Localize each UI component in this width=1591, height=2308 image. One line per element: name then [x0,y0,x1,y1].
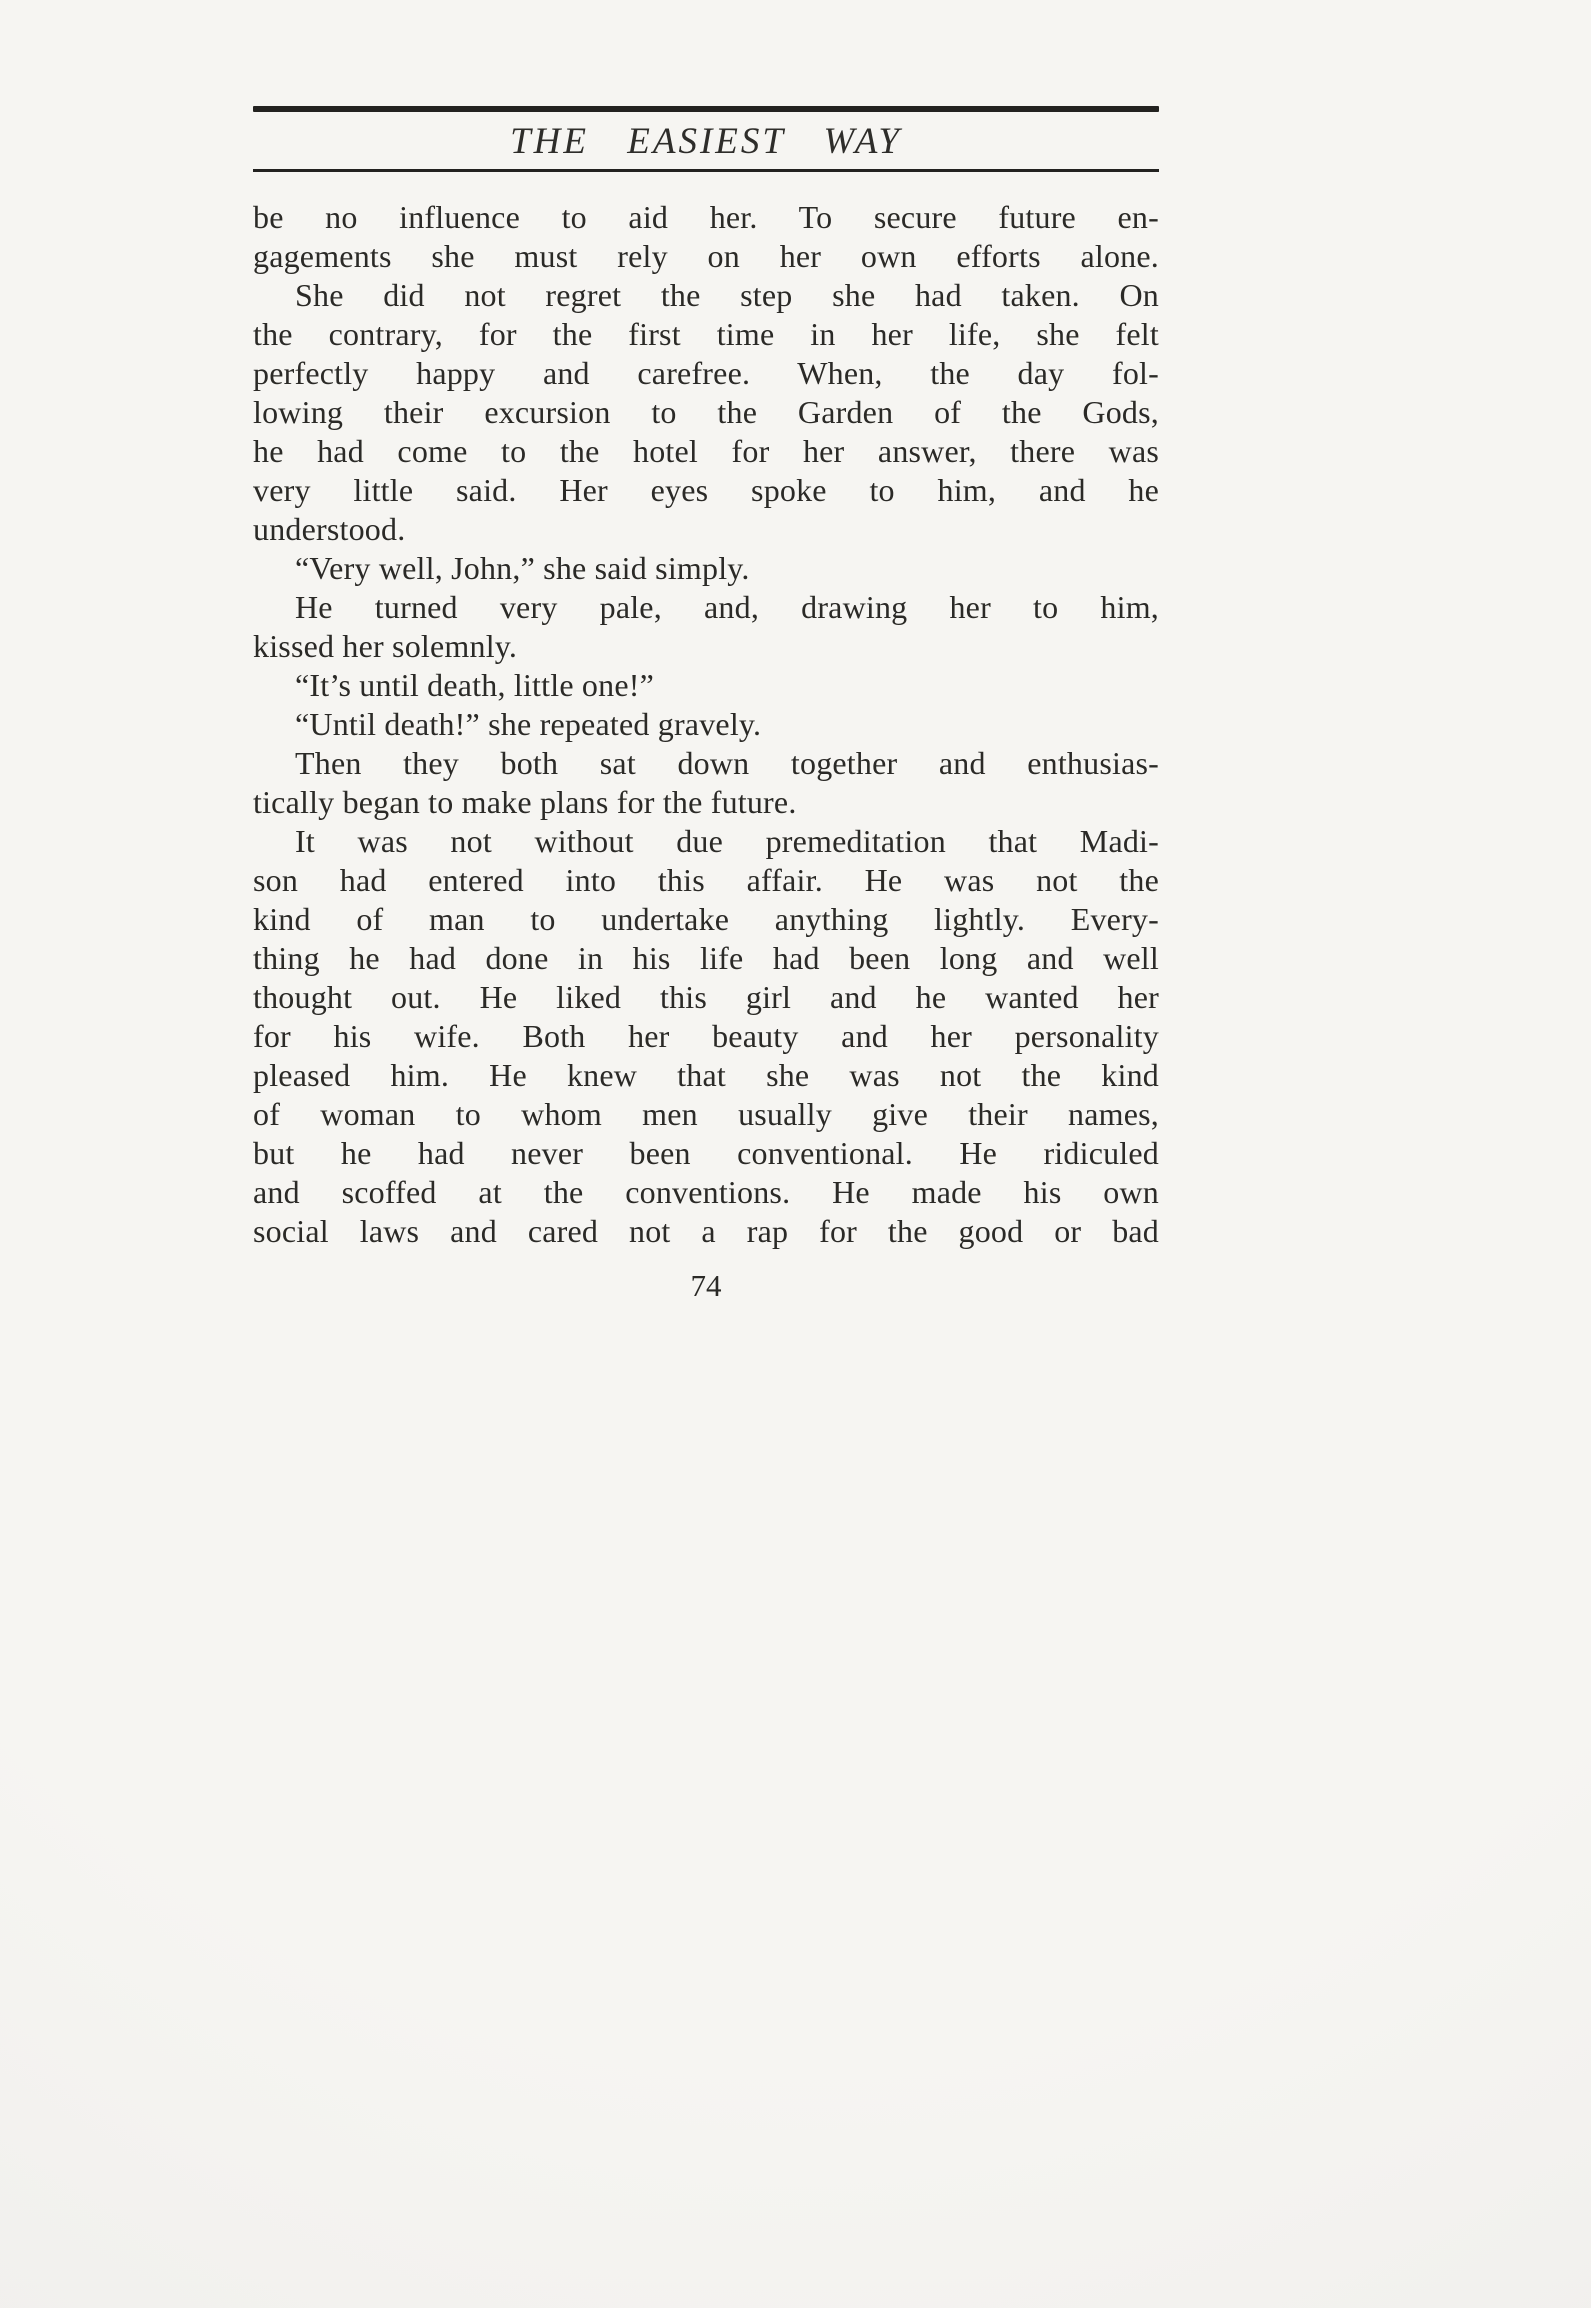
paragraph [253,198,1159,276]
text-line: tically began to make plans for the future. [253,784,797,820]
text-line: gagements she must rely on her own efforts alone. [253,238,1159,274]
text-line: pleased him. He knew that she was not the kind [253,1057,1159,1093]
text-line: It was not without due premeditation that Madi- [295,823,1159,859]
text-line: “Very well, John,” she said simply. [295,550,750,586]
paragraph [253,744,1159,822]
text-line: kind of man to undertake anything lightly. Every- [253,901,1159,937]
text-line: he had come to the hotel for her answer, there was [253,433,1159,469]
paragraph [253,705,1159,744]
text-line: and scoffed at the conventions. He made his own [253,1174,1159,1210]
text-line: the contrary, for the first time in her life, she felt [253,316,1159,352]
paragraph [253,822,1159,1251]
paragraph [253,549,1159,588]
text-line: “Until death!” she repeated gravely. [295,706,762,742]
text-column [253,106,1159,1304]
text-line: very little said. Her eyes spoke to him, and he [253,472,1159,508]
text-line: He turned very pale, and, drawing her to him, [295,589,1159,625]
header-rule-bottom [253,169,1159,172]
text-line: thought out. He liked this girl and he wanted her [253,979,1159,1015]
page-number: 74 [690,1268,722,1303]
text-line: for his wife. Both her beauty and her personality [253,1018,1159,1054]
text-line: She did not regret the step she had taken. On [295,277,1159,313]
text-line: be no influence to aid her. To secure future en- [253,199,1159,235]
text-line: thing he had done in his life had been long and well [253,940,1159,976]
text-line: son had entered into this affair. He was not the [253,862,1159,898]
text-line: of woman to whom men usually give their names, [253,1096,1159,1132]
text-line: perfectly happy and carefree. When, the day fol- [253,355,1159,391]
text-line: kissed her solemnly. [253,628,518,664]
text-line: social laws and cared not a rap for the good or bad [253,1213,1159,1249]
text-line: understood. [253,511,406,547]
text-line: Then they both sat down together and enthusias- [295,745,1159,781]
running-head-title: THE EASIEST WAY [510,121,902,162]
paragraph [253,666,1159,705]
text-line: lowing their excursion to the Garden of the Gods, [253,394,1159,430]
paragraph [253,276,1159,549]
text-block [253,198,1159,1251]
paragraph [253,588,1159,666]
text-line: but he had never been conventional. He ridiculed [253,1135,1159,1171]
text-line: “It’s until death, little one!” [295,667,654,703]
